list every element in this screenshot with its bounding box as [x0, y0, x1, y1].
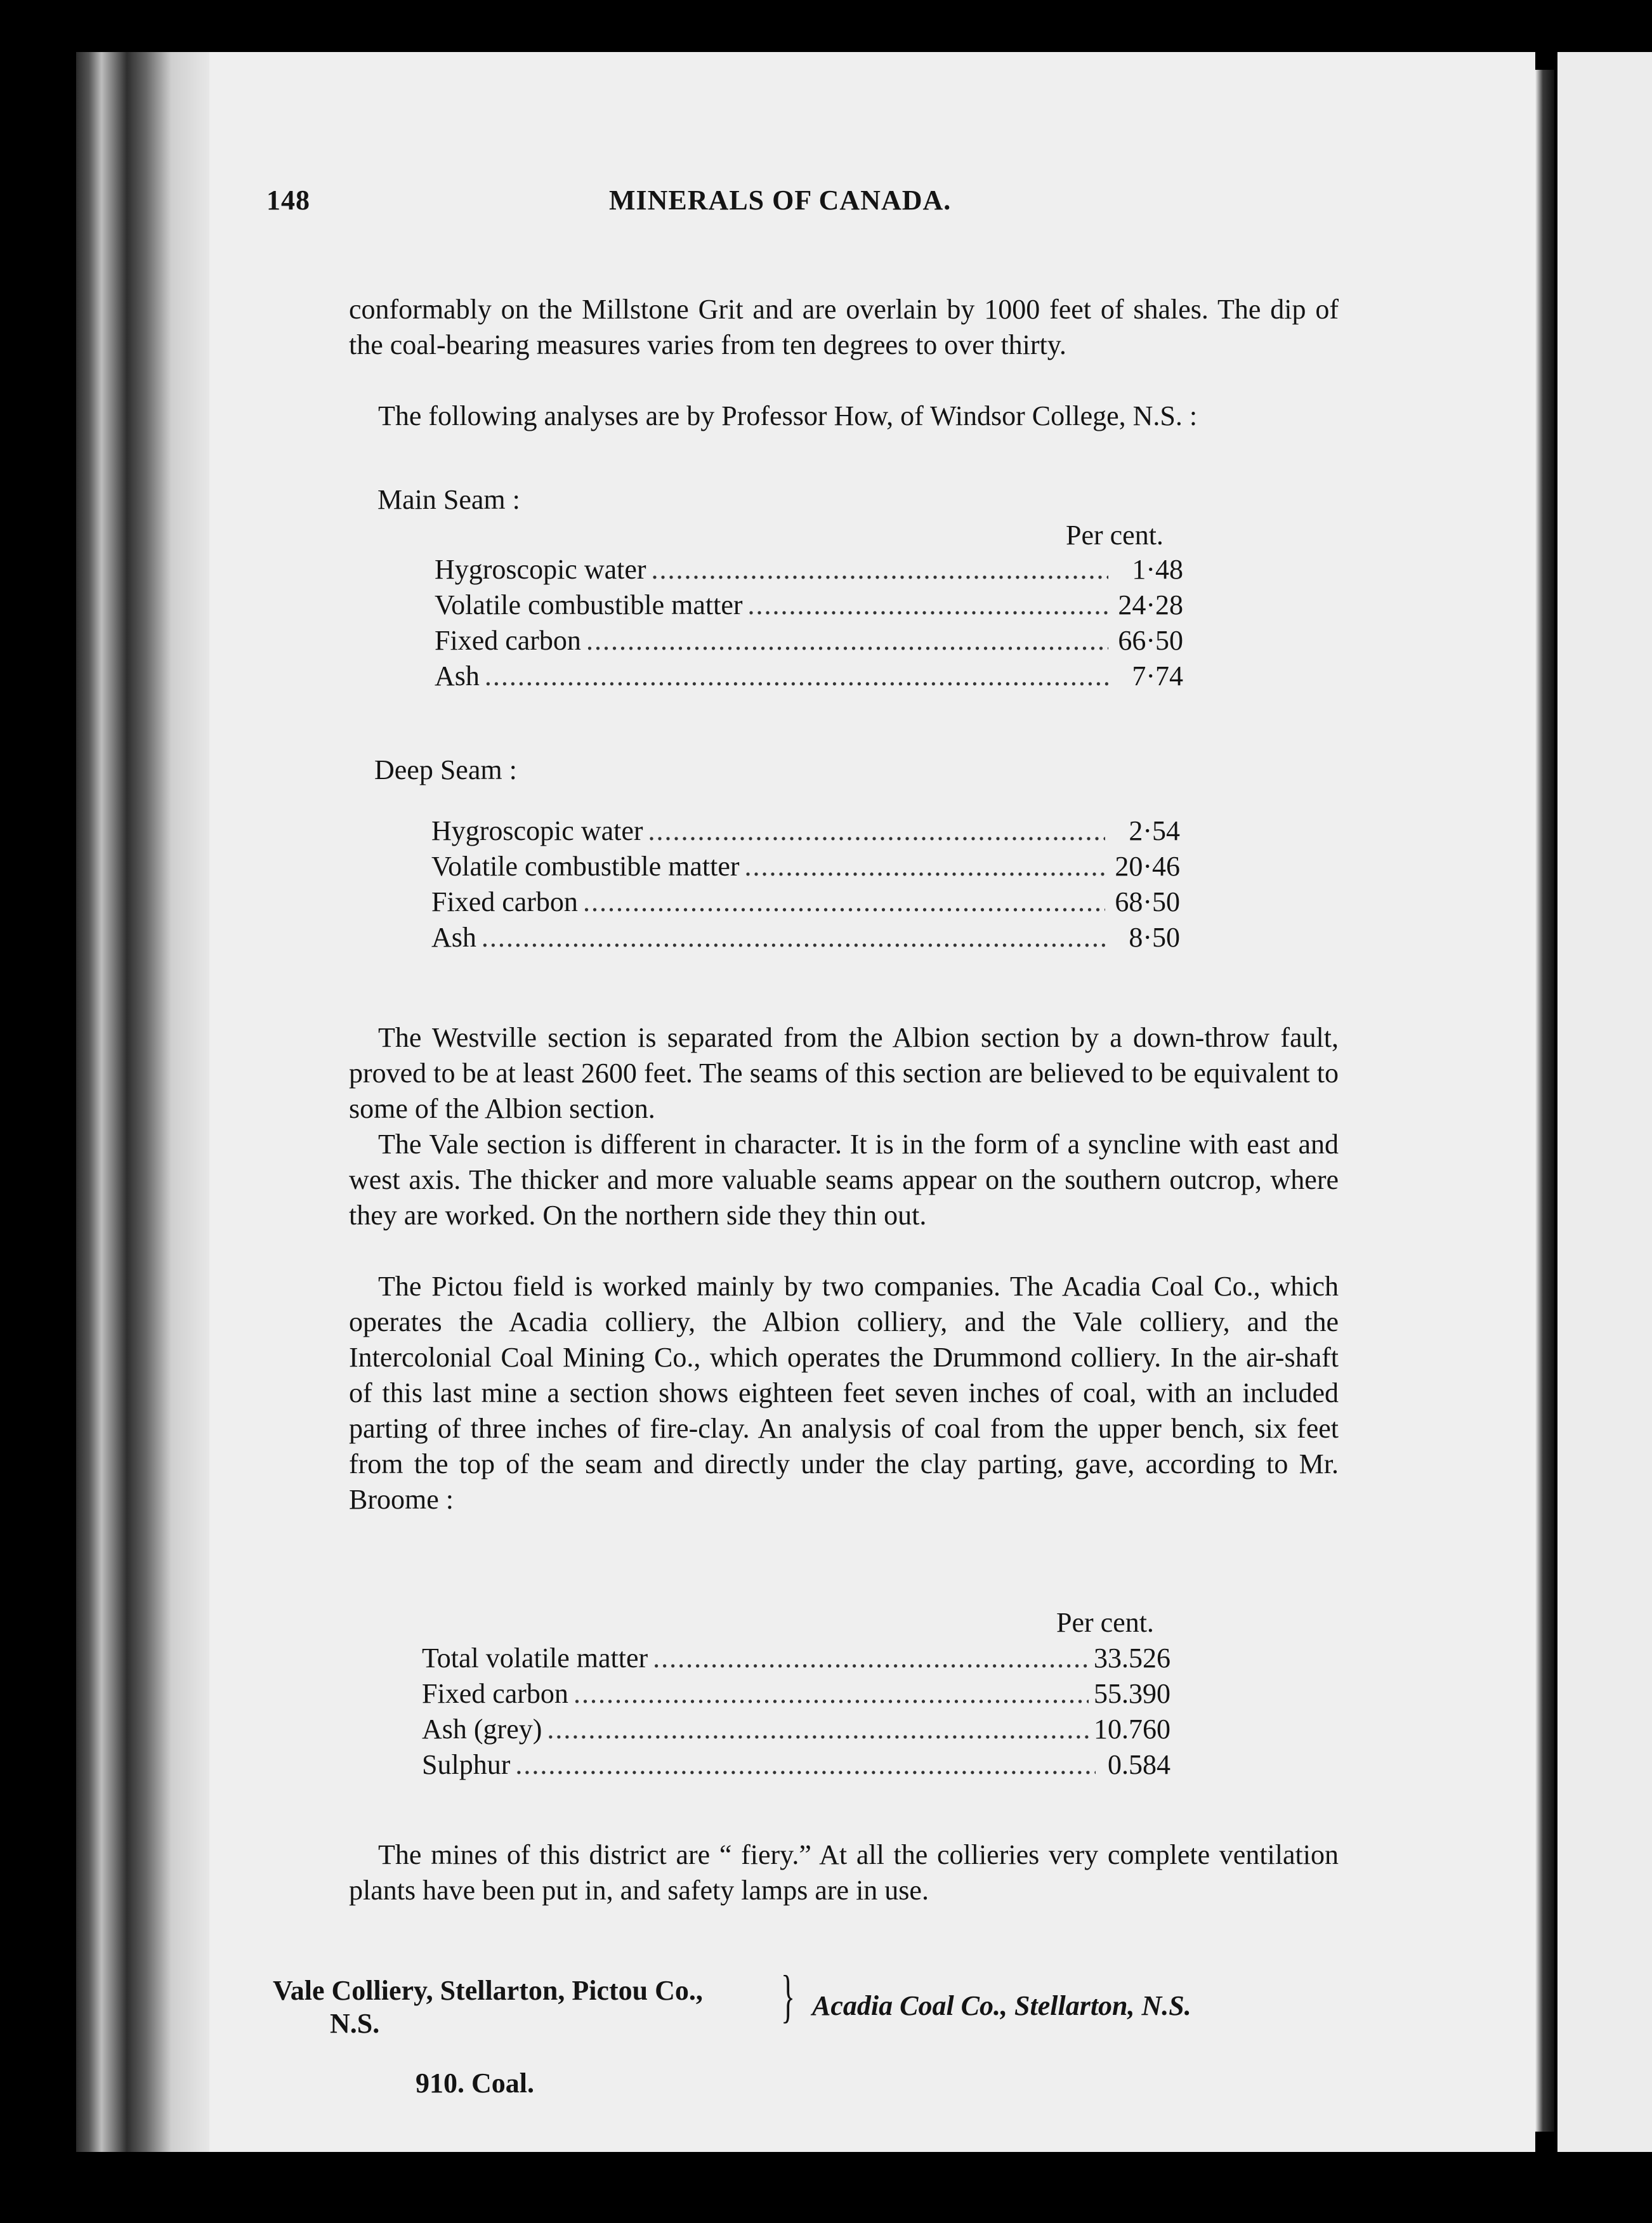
main-seam-unit-header: Per cent.	[1066, 520, 1164, 551]
paragraph-fiery: The mines of this district are “ fiery.” At all the collieries very complete ventilation plants have been put in, and safety lamps are in use.	[349, 1839, 1339, 1906]
row-label: Ash	[431, 922, 476, 953]
broome-unit-header: Per cent.	[1056, 1607, 1154, 1638]
row-value: 0.584	[1108, 1749, 1170, 1780]
row-value: 68·50	[1115, 886, 1180, 917]
leader-dots	[583, 884, 1105, 920]
leader-dots	[653, 1641, 1089, 1676]
row-label: Hygroscopic water	[431, 815, 643, 846]
leader-dots	[748, 587, 1108, 623]
row-label: Ash	[435, 660, 480, 692]
deep-seam-label: Deep Seam :	[374, 754, 517, 785]
table-row	[435, 587, 1183, 623]
deep-seam-table	[431, 813, 1180, 955]
row-label: Fixed carbon	[435, 625, 581, 656]
row-value: 8·50	[1129, 922, 1180, 953]
row-value: 1·48	[1132, 554, 1183, 585]
brace: }	[781, 1964, 796, 2028]
row-value: 55.390	[1094, 1678, 1170, 1709]
row-label: Fixed carbon	[431, 886, 578, 917]
locality-line1: Vale Colliery, Stellarton, Pictou Co.,	[273, 1975, 703, 2006]
table-row	[422, 1712, 1170, 1747]
paragraph-pictou: The Pictou field is worked mainly by two companies. The Acadia Coal Co., which operates the Acadia colliery, the Albion colliery, and the Vale colliery, and the Intercolonial Coal Mining Co., which operates the Drummond colliery. In the air-shaft of this last mine a section shows eighteen feet seven inches of coal, with an included parting of three inches of fire-clay. An analysis of coal from the upper bench, six feet from the top of the seam and directly under the clay parting, gave, according to Mr. Broome :	[349, 1271, 1339, 1515]
leader-dots	[485, 659, 1108, 694]
table-row	[435, 552, 1183, 587]
row-label: Hygroscopic water	[435, 554, 646, 585]
paragraph-intro: conformably on the Millstone Grit and are overlain by 1000 feet of shales. The dip of the coal-bearing measures varies from ten degrees to over thirty.	[349, 294, 1339, 360]
table-row	[431, 884, 1180, 920]
page-edge-shadow	[1535, 70, 1554, 2132]
row-value: 7·74	[1132, 660, 1183, 692]
page-content	[266, 171, 1345, 2106]
facing-page	[1557, 52, 1652, 2152]
specimen-number: 910. Coal.	[416, 2068, 534, 2099]
leader-dots	[482, 920, 1105, 955]
locality-line2: N.S.	[330, 2008, 380, 2039]
row-label: Total volatile matter	[422, 1643, 648, 1674]
row-label: Ash (grey)	[422, 1714, 542, 1745]
table-row	[431, 813, 1180, 849]
row-value: 2·54	[1129, 815, 1180, 846]
row-value: 33.526	[1094, 1643, 1170, 1674]
main-seam-table	[435, 552, 1183, 694]
page-header	[266, 184, 1345, 222]
leader-dots	[648, 813, 1105, 849]
locality	[273, 1974, 703, 2040]
broome-analysis-table	[422, 1641, 1170, 1783]
leader-dots	[745, 849, 1105, 884]
table-row	[431, 920, 1180, 955]
paragraph-westville: The Westville section is separated from the Albion section by a down-throw fault, proved to be at least 2600 feet. The seams of this section are believed to be equivalent to some of the Albion section.	[349, 1022, 1339, 1124]
row-label: Volatile combustible matter	[435, 589, 743, 620]
paragraph-analyses-intro: The following analyses are by Professor How, of Windsor College, N.S. :	[378, 400, 1198, 431]
table-row	[431, 849, 1180, 884]
table-row	[422, 1641, 1170, 1676]
table-row	[422, 1747, 1170, 1783]
table-row	[435, 623, 1183, 659]
leader-dots	[652, 552, 1108, 587]
leader-dots	[586, 623, 1108, 659]
row-value: 10.760	[1094, 1714, 1170, 1745]
row-value: 66·50	[1118, 625, 1183, 656]
row-label: Fixed carbon	[422, 1678, 568, 1709]
paragraph-vale: The Vale section is different in character. It is in the form of a syncline with east and west axis. The thicker and more valuable seams appear on the southern outcrop, where they are worked. On the northern side they thin out.	[349, 1129, 1339, 1231]
book-spine	[76, 52, 209, 2152]
page-number: 148	[266, 185, 310, 216]
row-label: Volatile combustible matter	[431, 851, 740, 882]
running-title: MINERALS OF CANADA.	[609, 185, 952, 216]
row-value: 24·28	[1118, 589, 1183, 620]
leader-dots	[515, 1747, 1096, 1783]
leader-dots	[574, 1676, 1089, 1712]
row-label: Sulphur	[422, 1749, 511, 1780]
main-seam-label: Main Seam :	[377, 484, 520, 515]
table-row	[435, 659, 1183, 694]
row-value: 20·46	[1115, 851, 1180, 882]
company-attribution: Acadia Coal Co., Stellarton, N.S.	[812, 1990, 1191, 2021]
leader-dots	[547, 1712, 1089, 1747]
table-row	[422, 1676, 1170, 1712]
